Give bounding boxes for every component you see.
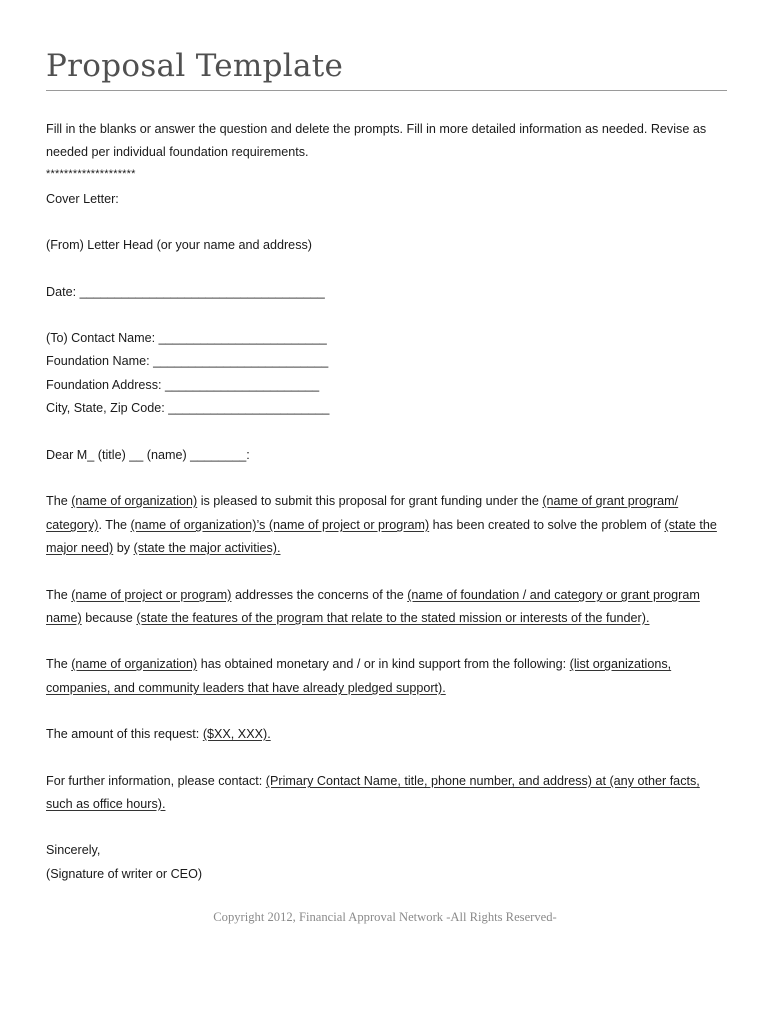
- separator-stars: ********************: [46, 168, 136, 180]
- placeholder: (name of project or program): [71, 588, 232, 602]
- from-line: (From) Letter Head (or your name and address): [46, 238, 312, 252]
- paragraph-1-line-2: category). The (name of organization)’s (name of project or program) has been created to solve the problem of (state the: [46, 518, 717, 532]
- title-divider: [46, 90, 727, 91]
- placeholder: (name of organization)’s (name of project or program): [130, 518, 430, 532]
- placeholder: (name of grant program/: [542, 494, 679, 508]
- copyright-footer: Copyright 2012, Financial Approval Network -All Rights Reserved-: [213, 910, 557, 924]
- paragraph-1-line-1: The (name of organization) is pleased to submit this proposal for grant funding under the (name of grant program/: [46, 494, 679, 508]
- cover-letter-heading: Cover Letter:: [46, 192, 119, 206]
- intro-line-1: Fill in the blanks or answer the question and delete the prompts. Fill in more detailed information as needed. Revise as: [46, 122, 707, 136]
- placeholder: (list organizations,: [569, 657, 672, 671]
- paragraph-2-line-2: name) because (state the features of the program that relate to the stated mission or interests of the funder).: [46, 611, 650, 625]
- request-amount-line: The amount of this request: ($XX, XXX).: [46, 727, 271, 741]
- foundation-name-field: Foundation Name: _________________________: [46, 354, 329, 368]
- placeholder: (name of foundation / and category or grant program: [407, 588, 700, 602]
- placeholder: (name of organization): [71, 657, 198, 671]
- placeholder: (state the features of the program that relate to the stated mission or interests of the funder).: [136, 611, 650, 625]
- paragraph-3-line-1: The (name of organization) has obtained monetary and / or in kind support from the following: (list organizations,: [46, 657, 672, 671]
- paragraph-1-line-3: major need) by (state the major activities).: [46, 541, 281, 555]
- placeholder: companies, and community leaders that have already pledged support).: [46, 681, 446, 695]
- closing: Sincerely,: [46, 843, 101, 857]
- placeholder: ($XX, XXX).: [202, 727, 271, 741]
- placeholder: (state the major activities).: [133, 541, 281, 555]
- city-state-zip-field: City, State, Zip Code: _______________________: [46, 401, 330, 415]
- placeholder: (Primary Contact Name, title, phone number, and address) at (any other facts,: [265, 774, 700, 788]
- contact-info-line-1: For further information, please contact: (Primary Contact Name, title, phone number, and address) at (any other facts,: [46, 774, 700, 788]
- foundation-address-field: Foundation Address: ______________________: [46, 378, 320, 392]
- paragraph-2-line-1: The (name of project or program) addresses the concerns of the (name of foundation / and category or grant program: [46, 588, 700, 602]
- contact-name-field: (To) Contact Name: ________________________: [46, 331, 327, 345]
- placeholder: category): [46, 518, 99, 532]
- placeholder: (name of organization): [71, 494, 198, 508]
- paragraph-3-line-2: [46, 680, 446, 696]
- salutation: Dear M_ (title) __ (name) ________:: [46, 448, 250, 462]
- intro-line-2: needed per individual foundation requirements.: [46, 145, 309, 159]
- placeholder: major need): [46, 541, 114, 555]
- page-title: Proposal Template: [46, 48, 344, 84]
- placeholder: such as office hours).: [46, 797, 166, 811]
- placeholder: (state the: [664, 518, 717, 532]
- contact-info-line-2: [46, 796, 165, 812]
- placeholder: name): [46, 611, 82, 625]
- signature-line: (Signature of writer or CEO): [46, 867, 203, 881]
- date-field: Date: ___________________________________: [46, 285, 325, 299]
